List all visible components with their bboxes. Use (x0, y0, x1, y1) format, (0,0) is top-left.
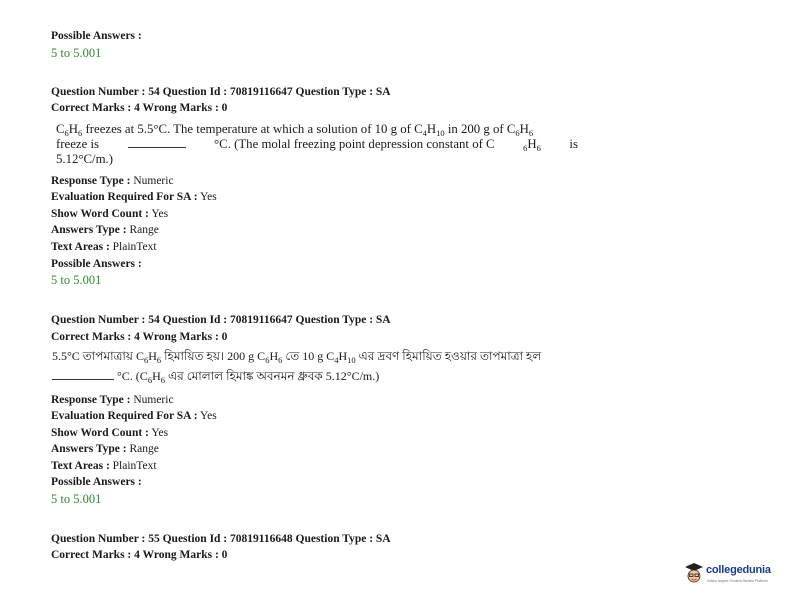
answer-blank (52, 370, 114, 380)
marks-header: Correct Marks : 4 Wrong Marks : 0 (51, 102, 228, 114)
marks-header: Correct Marks : 4 Wrong Marks : 0 (51, 549, 228, 561)
bengali-question-line-1: 5.5°C তাপমাত্রায় $C_6H_6$ হিমায়িত হয়। 200 g $C_6H_6$ তে 10 g $C_4H_{10}$ এর দ্রবণ হিমায়িত হওয়ার তাপমাত্রা হল (52, 349, 542, 365)
marks-header: Correct Marks : 4 Wrong Marks : 0 (51, 331, 228, 343)
answers-type: Answers Type : Range (51, 443, 159, 455)
question-text-line-2: freeze is °C. (The molal freezing point depression constant of C $_6H_6$ is (56, 137, 578, 153)
bengali-question-line-2: °C. ($C_6H_6$ এর মোলাল হিমাঙ্ক অবনমন ধ্রুবক 5.12°C/m.) (52, 369, 379, 384)
question-header: Question Number : 54 Question Id : 70819116647 Question Type : SA (51, 314, 391, 326)
response-type: Response Type : Numeric (51, 394, 174, 406)
logo-name: collegedunia (706, 564, 771, 576)
show-word-count: Show Word Count : Yes (51, 208, 169, 220)
possible-answer-value: 5 to 5.001 (51, 273, 102, 287)
possible-answer-value: 5 to 5.001 (51, 492, 102, 506)
graduate-face-icon (684, 562, 704, 584)
question-header: Question Number : 55 Question Id : 70819116648 Question Type : SA (51, 533, 391, 545)
collegedunia-logo (684, 560, 776, 590)
question-text-line-1: $C_6H_6$ freezes at 5.5°C. The temperature at which a solution of 10 g of $C_4H_{10}$ in 200 g of $C_6H_6$ (56, 122, 534, 138)
evaluation-required: Evaluation Required For SA : Yes (51, 191, 217, 203)
answer-blank (128, 138, 186, 148)
question-text-line-3: 5.12°C/m.) (56, 152, 114, 166)
response-type: Response Type : Numeric (51, 175, 174, 187)
possible-answers-label: Possible Answers : (51, 258, 142, 270)
logo-tagline: India's largest Student Review Platform (707, 579, 768, 583)
question-header: Question Number : 54 Question Id : 70819116647 Question Type : SA (51, 86, 391, 98)
evaluation-required: Evaluation Required For SA : Yes (51, 410, 217, 422)
possible-answers-label: Possible Answers : (51, 30, 142, 42)
text-areas: Text Areas : PlainText (51, 460, 157, 472)
show-word-count: Show Word Count : Yes (51, 427, 169, 439)
possible-answers-label: Possible Answers : (51, 476, 142, 488)
possible-answer-value: 5 to 5.001 (51, 46, 102, 60)
text-areas: Text Areas : PlainText (51, 241, 157, 253)
answers-type: Answers Type : Range (51, 224, 159, 236)
